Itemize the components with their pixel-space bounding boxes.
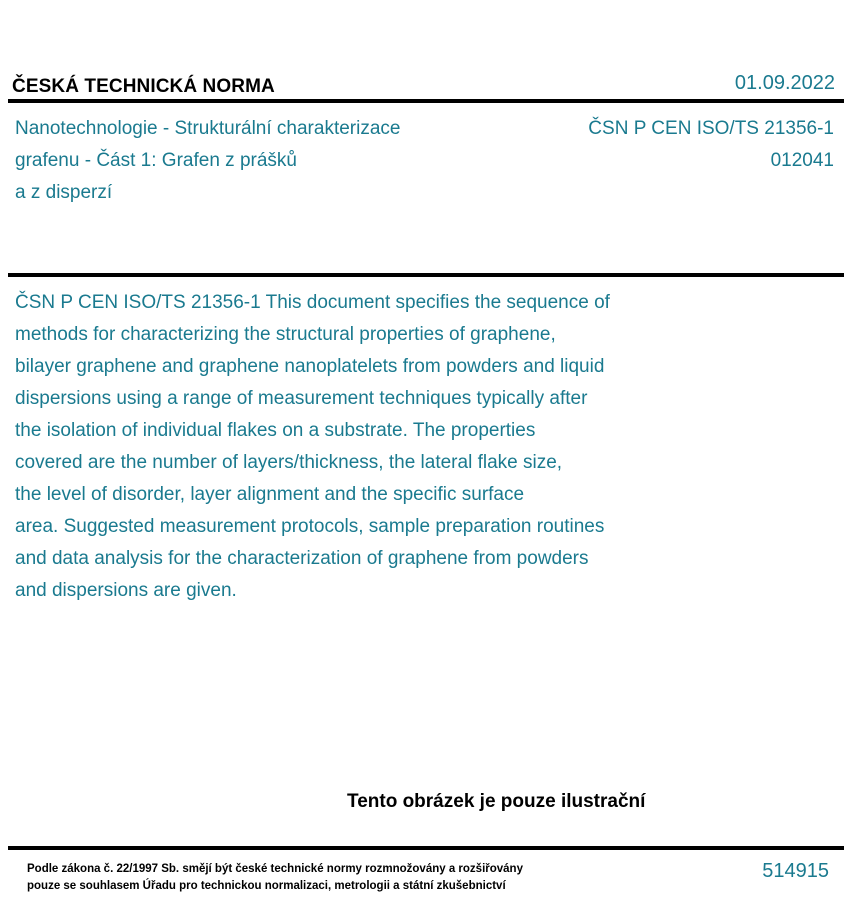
abstract-line: bilayer graphene and graphene nanoplatelets from powders and liquid — [15, 356, 605, 377]
classification-code: 012041 — [770, 150, 834, 171]
abstract-line: dispersions using a range of measurement techniques typically after — [15, 388, 588, 409]
abstract-line: ČSN P CEN ISO/TS 21356-1 This document specifies the sequence of — [15, 292, 610, 313]
header-divider — [8, 99, 844, 103]
abstract-line: and dispersions are given. — [15, 580, 237, 601]
legal-line: Podle zákona č. 22/1997 Sb. smějí být české technické normy rozmnožovány a rozšiřovány — [27, 863, 523, 875]
abstract-line: the level of disorder, layer alignment and the specific surface — [15, 484, 525, 505]
abstract-line: covered are the number of layers/thickness, the lateral flake size, — [15, 452, 563, 473]
illustration-disclaimer: Tento obrázek je pouze ilustrační — [347, 791, 646, 812]
standard-title-line: grafenu - Část 1: Grafen z prášků — [15, 150, 297, 171]
footer-legal-notice — [27, 861, 523, 895]
footer-divider — [8, 846, 844, 850]
standard-title — [15, 113, 485, 209]
document-number: 514915 — [762, 860, 829, 882]
standard-designation: ČSN P CEN ISO/TS 21356-1 — [588, 118, 834, 139]
standard-title-line: a z disperzí — [15, 182, 113, 203]
abstract-line: area. Suggested measurement protocols, sample preparation routines — [15, 516, 605, 537]
abstract-text — [15, 287, 715, 607]
standard-identifiers — [588, 113, 834, 177]
abstract-line: and data analysis for the characterization of graphene from powders — [15, 548, 589, 569]
abstract-line: the isolation of individual flakes on a substrate. The properties — [15, 420, 536, 441]
publication-date: 01.09.2022 — [734, 72, 835, 94]
norm-header-title: ČESKÁ TECHNICKÁ NORMA — [12, 76, 275, 97]
standard-title-line: Nanotechnologie - Strukturální charakterizace — [15, 118, 401, 139]
abstract-line: methods for characterizing the structural properties of graphene, — [15, 324, 556, 345]
title-divider — [8, 273, 844, 277]
legal-line: pouze se souhlasem Úřadu pro technickou normalizaci, metrologii a státní zkušebnictví — [27, 880, 506, 892]
